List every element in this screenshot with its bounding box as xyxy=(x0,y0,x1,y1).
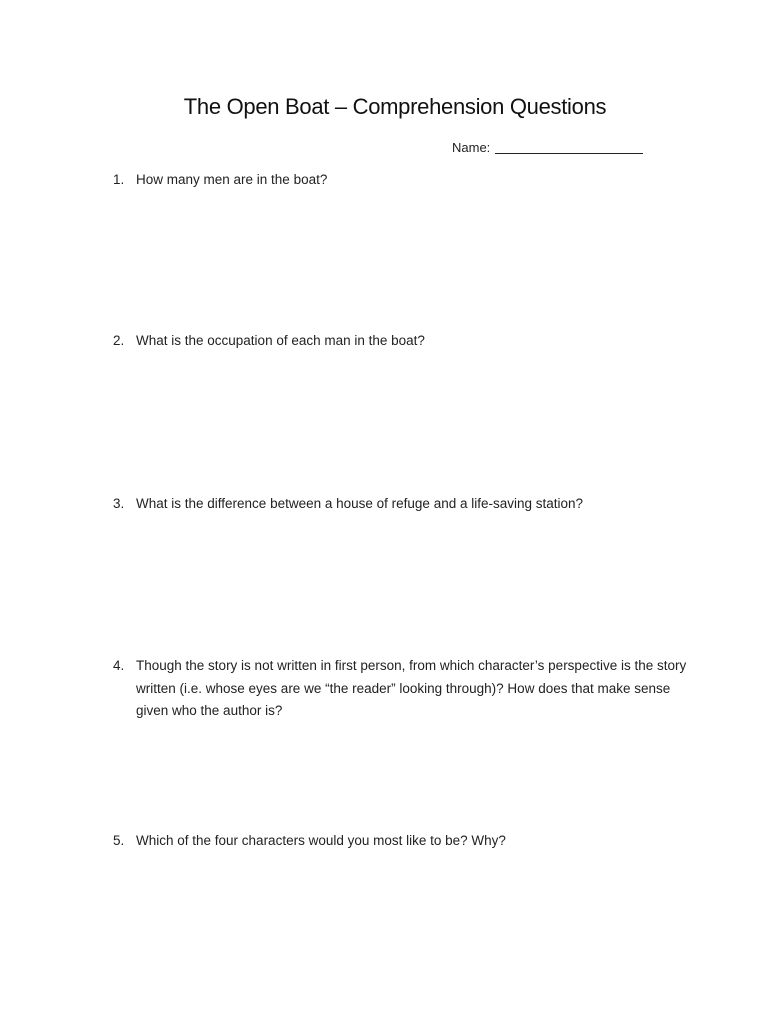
question-text: How many men are in the boat? xyxy=(136,172,328,187)
name-blank-line xyxy=(495,141,643,154)
question-text: Which of the four characters would you most like to be? Why? xyxy=(136,833,506,848)
page-title: The Open Boat – Comprehension Questions xyxy=(183,94,607,119)
question-number: 2. xyxy=(113,333,125,348)
name-field xyxy=(452,139,643,155)
question-text: Though the story is not written in first person, from which character’s perspective is the story written (i.e. whose eyes are we “the reader” looking through)? How does that make sense given who the author is? xyxy=(136,658,687,718)
question-number: 3. xyxy=(113,496,125,511)
question-item xyxy=(113,655,693,723)
question-item xyxy=(113,830,693,853)
question-number: 1. xyxy=(113,172,125,187)
question-item xyxy=(113,330,693,353)
question-text: What is the difference between a house of refuge and a life-saving station? xyxy=(136,496,584,511)
question-item xyxy=(113,493,693,516)
question-item xyxy=(113,169,693,192)
name-label: Name: xyxy=(452,140,491,155)
question-number: 5. xyxy=(113,833,125,848)
question-text: What is the occupation of each man in the boat? xyxy=(136,333,425,348)
question-number: 4. xyxy=(113,658,125,673)
